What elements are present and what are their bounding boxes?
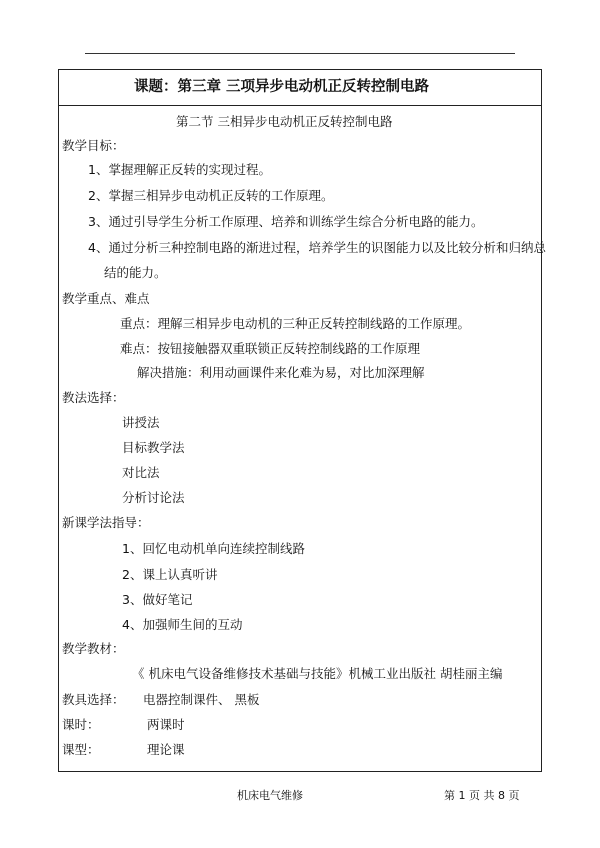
study-guide-item: 3、做好笔记 [122, 592, 193, 607]
solution-measure: 解决措施：利用动画课件来化难为易，对比加深理解 [137, 365, 425, 380]
section-title: 第二节 三相异步电动机正反转控制电路 [176, 114, 393, 129]
methods-heading: 教法选择： [62, 390, 125, 405]
study-guide-item: 2、课上认真听讲 [122, 567, 218, 582]
study-guide-item: 1、回忆电动机单向连续控制线路 [122, 541, 305, 556]
focus-point: 重点：理解三相异步电动机的三种正反转控制线路的工作原理。 [120, 316, 471, 331]
type-label: 课型： [62, 742, 100, 757]
study-guide-heading: 新课学法指导： [62, 515, 150, 530]
objectives-heading: 教学目标： [62, 138, 125, 153]
method-item: 目标教学法 [122, 440, 185, 455]
objective-item: 3、通过引导学生分析工作原理、培养和训练学生综合分析电路的能力。 [88, 214, 484, 229]
footer-course-name: 机床电气维修 [237, 789, 303, 802]
study-guide-item: 4、加强师生间的互动 [122, 617, 243, 632]
footer-page-info: 第 1 页 共 8 页 [444, 789, 520, 802]
tools-label: 教具选择： [62, 692, 125, 707]
method-item: 分析讨论法 [122, 490, 185, 505]
hours-label: 课时： [62, 717, 100, 732]
method-item: 讲授法 [122, 415, 160, 430]
header-rule [85, 53, 515, 54]
textbook-heading: 教学教材： [62, 641, 125, 656]
method-item: 对比法 [122, 465, 160, 480]
objective-item-continued: 结的能力。 [104, 265, 167, 280]
type-value: 理论课 [147, 742, 185, 757]
objective-item: 2、掌握三相异步电动机正反转的工作原理。 [88, 188, 334, 203]
title-divider [59, 105, 541, 106]
textbook-value: 《 机床电气设备维修技术基础与技能》机械工业出版社 胡桂丽主编 [132, 666, 503, 681]
key-points-heading: 教学重点、难点 [62, 291, 150, 306]
lesson-title: 课题：第三章 三项异步电动机正反转控制电路 [134, 79, 430, 95]
objective-item: 1、掌握理解正反转的实现过程。 [88, 162, 271, 177]
difficulty-point: 难点：按钮接触器双重联锁正反转控制线路的工作原理 [120, 341, 421, 356]
hours-value: 两课时 [147, 717, 185, 732]
objective-item: 4、通过分析三种控制电路的渐进过程，培养学生的识图能力以及比较分析和归纳总 [88, 240, 546, 255]
tools-value: 电器控制课件、 黑板 [143, 692, 260, 707]
